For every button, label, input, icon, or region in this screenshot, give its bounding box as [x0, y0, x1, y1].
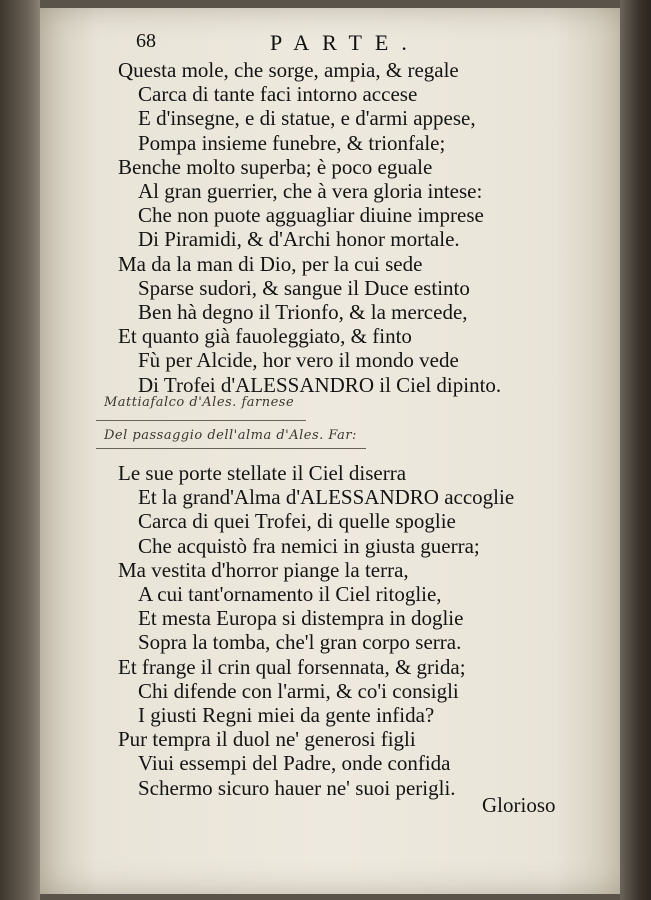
verse-line: Carca di tante faci intorno accese [138, 82, 418, 107]
verse-line: Et la grand'Alma d'ALESSANDRO accoglie [138, 485, 515, 510]
verse-line: Fù per Alcide, hor vero il mondo vede [138, 348, 459, 373]
verse-line: Ben hà degno il Trionfo, & la mercede, [138, 300, 468, 324]
handwritten-underline-2 [96, 448, 366, 449]
verse-line: Che acquistò fra nemici in giusta guerra; [138, 533, 480, 558]
verse-line: Sopra la tomba, che'l gran corpo serra. [138, 630, 462, 655]
verse-line: Al gran guerrier, che à vera gloria intese: [138, 179, 483, 203]
book-edge-right [620, 0, 651, 900]
verse-line: Viui essempi del Padre, onde confida [138, 751, 451, 776]
page-header [136, 30, 576, 60]
verse-line: Le sue porte stellate il Ciel diserra [118, 461, 407, 485]
verse-line: Benche molto superba; è poco eguale [118, 154, 433, 179]
verse-line: E d'insegne, e di statue, e d'armi appese, [138, 106, 476, 131]
book-gutter-left [0, 0, 40, 900]
verse-line: Chi difende con l'armi, & co'i consigli [138, 678, 459, 703]
verse-line: Pur tempra il duol ne' generosi figli [118, 727, 416, 752]
verse-line: Carca di quei Trofei, di quelle spoglie [138, 509, 456, 534]
verse-line: Et mesta Europa si distempra in doglie [138, 606, 464, 631]
verse-line: Ma da la man di Dio, per la cui sede [118, 251, 423, 276]
verse-line: Questa mole, che sorge, ampia, & regale [118, 58, 459, 82]
verse-line: Ma vestita d'horror piange la terra, [118, 557, 409, 582]
handwritten-annotation-1: Mattiafalco d'Ales. farnese [104, 395, 295, 410]
verse-line: I giusti Regni miei da gente infida? [138, 703, 435, 727]
handwritten-underline-1 [96, 420, 306, 421]
page-number: 68 [136, 30, 156, 52]
verse-line: Et frange il crin qual forsennata, & grida; [118, 654, 466, 679]
verse-line: Che non puote agguagliar diuine imprese [138, 203, 484, 228]
verse-line: Sparse sudori, & sangue il Duce estinto [138, 275, 470, 300]
verse-line: Et quanto già fauoleggiato, & finto [118, 324, 412, 349]
verse-line: Di Trofei d'ALESSANDRO il Ciel dipinto. [138, 372, 502, 397]
verse-line: Di Piramidi, & d'Archi honor mortale. [138, 227, 460, 252]
catchword: Glorioso [482, 793, 556, 817]
running-head: PARTE. [270, 30, 420, 55]
verse-line: Schermo sicuro hauer ne' suoi perigli. [138, 775, 456, 800]
handwritten-annotation-2: Del passaggio dell'alma d'Ales. Far: [104, 428, 357, 443]
verse-line: Pompa insieme funebre, & trionfale; [138, 130, 446, 155]
verse-line: A cui tant'ornamento il Ciel ritoglie, [138, 582, 442, 606]
